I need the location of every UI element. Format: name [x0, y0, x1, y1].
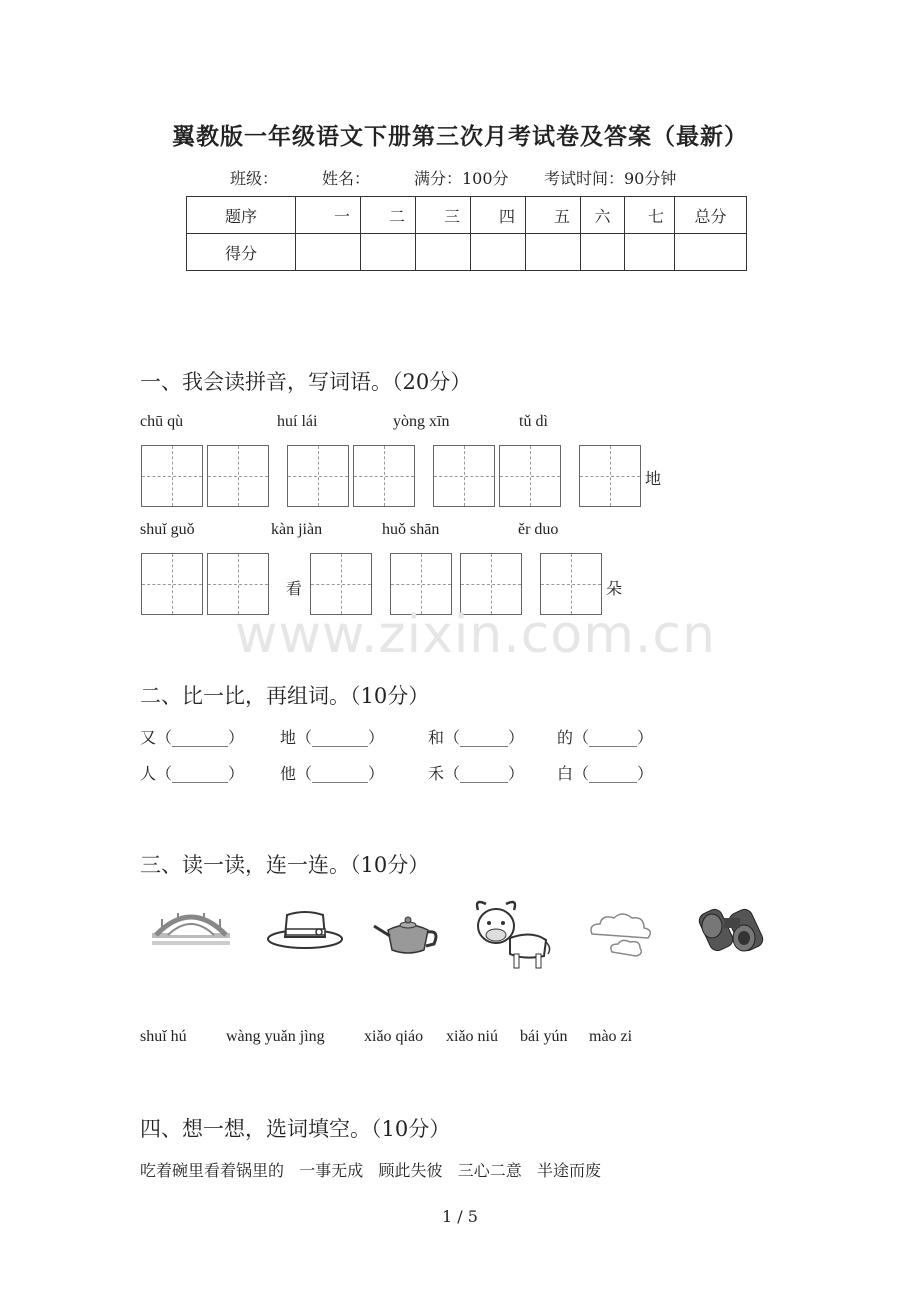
exam-time-label: 考试时间：90分钟	[544, 169, 677, 188]
score-table-header-row	[187, 197, 747, 234]
hat-icon[interactable]	[266, 907, 344, 951]
section-1-heading: 一、我会读拼音，写词语。（20分）	[140, 370, 472, 394]
score-input-cell[interactable]	[675, 234, 747, 271]
match-pinyin[interactable]: shuǐ hú	[140, 1028, 187, 1045]
compare-item[interactable]: 禾（______）	[428, 764, 525, 783]
score-input-cell[interactable]	[416, 234, 471, 271]
pinyin-label: tǔ dì	[519, 413, 548, 430]
score-input-cell[interactable]	[581, 234, 625, 271]
full-score-label: 满分：100分	[414, 169, 509, 188]
table-cell: 四	[471, 197, 526, 234]
calf-icon[interactable]	[470, 898, 552, 972]
compare-item[interactable]: 和（______）	[428, 728, 525, 747]
writing-grid-box[interactable]	[353, 445, 415, 507]
idiom-word-bank: 吃着碗里看着锅里的 一事无成 顾此失彼 三心二意 半途而废	[140, 1161, 602, 1180]
pinyin-label: huǒ shān	[382, 521, 440, 538]
match-pinyin[interactable]: xiǎo niú	[446, 1028, 498, 1045]
pinyin-label: huí lái	[277, 413, 318, 430]
match-pinyin[interactable]: mào zi	[589, 1028, 633, 1045]
table-cell: 五	[526, 197, 581, 234]
page-number: 1 / 5	[442, 1207, 478, 1226]
match-pinyin[interactable]: wàng yuǎn jìng	[226, 1028, 325, 1045]
compare-item[interactable]: 又（_______）	[140, 728, 245, 747]
compare-item[interactable]: 白（______）	[557, 764, 654, 783]
given-character: 朵	[606, 579, 623, 598]
pinyin-label: kàn jiàn	[271, 521, 323, 538]
pinyin-label: yòng xīn	[393, 413, 450, 430]
writing-grid-box[interactable]	[141, 445, 203, 507]
table-cell: 六	[581, 197, 625, 234]
writing-grid-box[interactable]	[287, 445, 349, 507]
cloud-icon[interactable]	[586, 908, 660, 960]
pinyin-label: ěr duo	[518, 521, 559, 538]
score-input-cell[interactable]	[471, 234, 526, 271]
table-cell: 二	[361, 197, 416, 234]
section-2-heading: 二、比一比，再组词。（10分）	[140, 684, 430, 708]
table-cell: 三	[416, 197, 471, 234]
compare-item[interactable]: 的（______）	[557, 728, 654, 747]
table-cell: 一	[296, 197, 361, 234]
table-cell: 七	[625, 197, 675, 234]
table-cell: 题序	[187, 197, 296, 234]
pinyin-label: chū qù	[140, 413, 184, 430]
class-label: 班级：	[230, 169, 279, 188]
bridge-icon[interactable]	[150, 905, 232, 951]
score-input-cell[interactable]	[361, 234, 416, 271]
writing-grid-box[interactable]	[499, 445, 561, 507]
section-3-heading: 三、读一读，连一连。（10分）	[140, 853, 430, 877]
table-cell: 总分	[675, 197, 747, 234]
given-character: 看	[286, 579, 303, 598]
score-table-score-row	[187, 234, 747, 271]
compare-item[interactable]: 人（_______）	[140, 764, 245, 783]
watermark: www.zixin.com.cn	[235, 605, 716, 665]
match-pinyin[interactable]: bái yún	[520, 1028, 568, 1045]
exam-title: 翼教版一年级语文下册第三次月考试卷及答案（最新）	[172, 123, 748, 150]
score-input-cell[interactable]	[526, 234, 581, 271]
match-pinyin[interactable]: xiǎo qiáo	[364, 1028, 424, 1045]
teapot-icon[interactable]	[372, 910, 444, 956]
compare-item[interactable]: 他（_______）	[280, 764, 385, 783]
score-input-cell[interactable]	[296, 234, 361, 271]
given-character: 地	[645, 469, 662, 488]
writing-grid-box[interactable]	[433, 445, 495, 507]
score-table	[186, 196, 747, 271]
table-cell: 得分	[187, 234, 296, 271]
pinyin-label: shuǐ guǒ	[140, 521, 195, 538]
writing-grid-box[interactable]	[141, 553, 203, 615]
name-label: 姓名：	[322, 169, 371, 188]
writing-grid-box[interactable]	[579, 445, 641, 507]
writing-grid-box[interactable]	[207, 445, 269, 507]
score-input-cell[interactable]	[625, 234, 675, 271]
compare-item[interactable]: 地（_______）	[280, 728, 385, 747]
binoculars-icon[interactable]	[696, 904, 770, 960]
section-4-heading: 四、想一想，选词填空。（10分）	[140, 1117, 451, 1141]
